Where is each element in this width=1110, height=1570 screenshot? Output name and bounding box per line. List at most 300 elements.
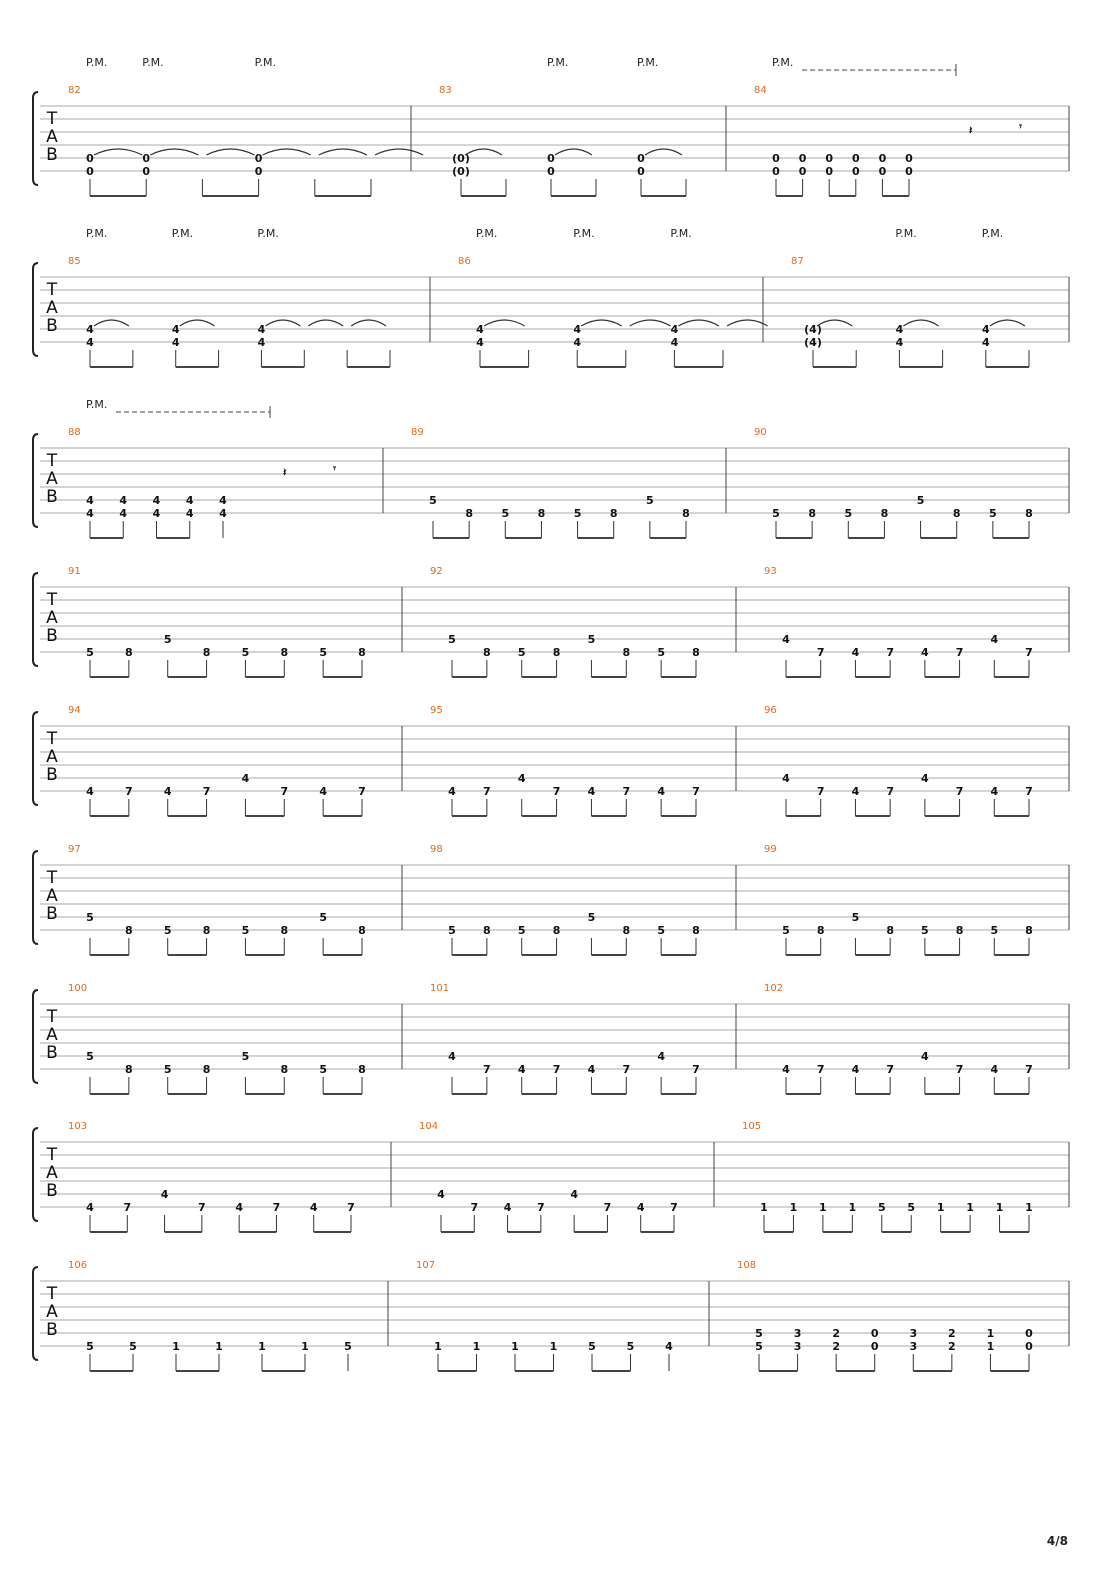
- fret-number: 7: [816, 785, 825, 798]
- fret-number: 7: [280, 785, 289, 798]
- fret-number: 7: [603, 1201, 612, 1214]
- fret-number: 4: [476, 336, 484, 349]
- fret-number: 4: [670, 336, 679, 349]
- fret-number: 4: [981, 336, 990, 349]
- fret-number: 5: [429, 494, 437, 507]
- fret-number: 7: [886, 646, 894, 659]
- fret-number: 4: [309, 1201, 318, 1214]
- fret-number: 7: [202, 785, 211, 798]
- measure-number: 85: [68, 256, 81, 267]
- tie-arc: [206, 149, 254, 155]
- fret-number: 4: [152, 507, 161, 520]
- tab-system: [33, 705, 1069, 816]
- fret-number: 5: [163, 1063, 172, 1076]
- fret-number: 7: [886, 785, 894, 798]
- fret-number: 1: [789, 1201, 798, 1214]
- fret-number: 0: [1025, 1327, 1033, 1340]
- fret-number: 5: [129, 1340, 137, 1353]
- tie-arc: [727, 320, 768, 326]
- measure-number: 104: [419, 1121, 439, 1132]
- tie-arc: [319, 149, 367, 155]
- fret-number: 4: [235, 1201, 243, 1214]
- fret-number: 5: [163, 633, 172, 646]
- fret-number: 7: [272, 1201, 281, 1214]
- fret-number: 1: [986, 1327, 995, 1340]
- palm-mute-label: P.M.: [86, 227, 108, 240]
- palm-mute-label: P.M.: [142, 56, 164, 69]
- fret-number: 4: [257, 323, 266, 336]
- tab-clef-letter: A: [46, 1025, 58, 1045]
- fret-number: 7: [537, 1201, 545, 1214]
- fret-number: 7: [886, 1063, 894, 1076]
- tie-arc: [180, 320, 215, 326]
- fret-number: 7: [670, 1201, 678, 1214]
- fret-number: 5: [772, 507, 780, 520]
- fret-number: 8: [816, 924, 825, 937]
- tab-clef-letter: T: [46, 1284, 58, 1304]
- fret-number: 8: [692, 924, 700, 937]
- fret-number: 5: [344, 1340, 352, 1353]
- measure-number: 98: [430, 844, 443, 855]
- fret-number: 4: [257, 336, 266, 349]
- fret-number: 7: [1025, 785, 1033, 798]
- fret-number: 4: [241, 772, 250, 785]
- fret-number: 7: [123, 1201, 132, 1214]
- tie-arc: [645, 149, 682, 155]
- quarter-rest-glyph: 𝄽: [283, 466, 287, 479]
- fret-number: 8: [358, 1063, 366, 1076]
- fret-number: 4: [119, 507, 128, 520]
- fret-number: 1: [986, 1340, 995, 1353]
- fret-number: 0: [772, 152, 780, 165]
- measure-number: 94: [68, 705, 81, 716]
- fret-number: 8: [880, 507, 889, 520]
- fret-number: 4: [517, 772, 526, 785]
- fret-number: 4: [573, 336, 582, 349]
- tab-clef-letter: T: [46, 451, 58, 471]
- fret-number: 4: [782, 633, 790, 646]
- fret-number: 3: [793, 1327, 802, 1340]
- fret-number: 8: [955, 924, 964, 937]
- fret-number: 5: [921, 924, 929, 937]
- fret-number: 4: [448, 785, 456, 798]
- tab-clef-letter: B: [46, 1320, 58, 1340]
- fret-number: 4: [437, 1188, 445, 1201]
- measure-number: 86: [458, 256, 471, 267]
- fret-number: 4: [573, 323, 582, 336]
- measure-number: 106: [68, 1260, 88, 1271]
- fret-number: 4: [981, 323, 990, 336]
- tie-arc: [581, 320, 622, 326]
- system-bracket: [33, 1267, 38, 1360]
- fret-number: 0: [798, 152, 807, 165]
- fret-number: (0): [452, 165, 470, 178]
- fret-number: 8: [202, 646, 211, 659]
- tab-clef-letter: A: [46, 747, 58, 767]
- tab-clef-letter: B: [46, 904, 58, 924]
- fret-number: (0): [452, 152, 470, 165]
- fret-number: 4: [895, 323, 904, 336]
- palm-mute-label: P.M.: [573, 227, 595, 240]
- fret-number: 4: [665, 1340, 673, 1353]
- fret-number: 4: [851, 646, 860, 659]
- tie-arc: [94, 149, 142, 155]
- fret-number: 8: [552, 924, 561, 937]
- tab-clef-letter: T: [46, 868, 58, 888]
- measure-number: 83: [439, 85, 452, 96]
- fret-number: 5: [782, 924, 790, 937]
- fret-number: 7: [955, 646, 964, 659]
- tab-system: [33, 56, 1069, 196]
- fret-number: 7: [622, 1063, 631, 1076]
- fret-number: 4: [990, 633, 999, 646]
- fret-number: 4: [86, 323, 94, 336]
- tab-clef-letter: T: [46, 109, 58, 129]
- fret-number: 8: [280, 646, 289, 659]
- fret-number: 0: [825, 152, 834, 165]
- palm-mute-label: P.M.: [670, 227, 692, 240]
- palm-mute-label: P.M.: [257, 227, 279, 240]
- tab-clef-letter: T: [46, 729, 58, 749]
- fret-number: 5: [517, 646, 526, 659]
- fret-number: 5: [319, 646, 327, 659]
- system-bracket: [33, 573, 38, 666]
- fret-number: 4: [219, 494, 227, 507]
- tie-arc: [484, 320, 525, 326]
- fret-number: 5: [241, 924, 250, 937]
- fret-number: 8: [1025, 507, 1033, 520]
- fret-number: 7: [483, 1063, 491, 1076]
- fret-number: 4: [171, 323, 180, 336]
- fret-number: (4): [804, 323, 822, 336]
- system-bracket: [33, 92, 38, 185]
- measure-number: 87: [791, 256, 804, 267]
- measure-number: 88: [68, 427, 81, 438]
- fret-number: 1: [258, 1340, 266, 1353]
- fret-number: 2: [948, 1327, 956, 1340]
- fret-number: 3: [909, 1327, 918, 1340]
- fret-number: 4: [782, 772, 790, 785]
- fret-number: 5: [657, 924, 665, 937]
- fret-number: 5: [657, 646, 665, 659]
- fret-number: 8: [622, 646, 631, 659]
- fret-number: 7: [1025, 1063, 1033, 1076]
- measure-number: 91: [68, 566, 81, 577]
- fret-number: 8: [692, 646, 700, 659]
- fret-number: 5: [587, 633, 596, 646]
- fret-number: 5: [587, 911, 596, 924]
- fret-number: 2: [832, 1340, 840, 1353]
- system-bracket: [33, 851, 38, 944]
- tie-arc: [308, 320, 343, 326]
- fret-number: 4: [990, 1063, 999, 1076]
- palm-mute-label: P.M.: [86, 398, 108, 411]
- fret-number: 8: [483, 646, 491, 659]
- palm-mute-label: P.M.: [547, 56, 569, 69]
- fret-number: 4: [185, 507, 194, 520]
- fret-number: 0: [547, 165, 555, 178]
- fret-number: 1: [511, 1340, 519, 1353]
- fret-number: 4: [152, 494, 161, 507]
- fret-number: 1: [1025, 1201, 1033, 1214]
- measure-number: 105: [742, 1121, 762, 1132]
- fret-number: 8: [202, 1063, 211, 1076]
- fret-number: 4: [517, 1063, 526, 1076]
- fret-number: 5: [86, 646, 94, 659]
- fret-number: 4: [990, 785, 999, 798]
- fret-number: 5: [877, 1201, 886, 1214]
- fret-number: 0: [851, 165, 860, 178]
- fret-number: 8: [552, 646, 561, 659]
- fret-number: 0: [772, 165, 780, 178]
- fret-number: 7: [483, 785, 491, 798]
- tab-clef-letter: B: [46, 626, 58, 646]
- tab-clef-letter: A: [46, 886, 58, 906]
- fret-number: 8: [808, 507, 816, 520]
- measure-number: 103: [68, 1121, 88, 1132]
- fret-number: 0: [254, 152, 263, 165]
- fret-number: (4): [804, 336, 822, 349]
- fret-number: 1: [301, 1340, 309, 1353]
- fret-number: 4: [86, 785, 94, 798]
- fret-number: 7: [552, 785, 561, 798]
- fret-number: 4: [657, 1050, 665, 1063]
- tie-arc: [465, 149, 502, 155]
- fret-number: 5: [588, 1340, 596, 1353]
- tab-system: [33, 1121, 1069, 1232]
- fret-number: 8: [1025, 924, 1033, 937]
- palm-mute-label: P.M.: [772, 56, 794, 69]
- fret-number: 2: [948, 1340, 956, 1353]
- fret-number: 4: [636, 1201, 645, 1214]
- measure-number: 108: [737, 1260, 757, 1271]
- fret-number: 0: [547, 152, 555, 165]
- tab-clef-letter: A: [46, 127, 58, 147]
- tab-clef-letter: A: [46, 1163, 58, 1183]
- fret-number: 0: [851, 152, 860, 165]
- fret-number: 8: [125, 1063, 133, 1076]
- tab-clef-letter: A: [46, 608, 58, 628]
- measure-number: 95: [430, 705, 443, 716]
- fret-number: 4: [587, 785, 596, 798]
- fret-number: 1: [549, 1340, 558, 1353]
- fret-number: 7: [692, 785, 700, 798]
- fret-number: 4: [86, 494, 94, 507]
- fret-number: 5: [241, 1050, 250, 1063]
- fret-number: 8: [609, 507, 618, 520]
- fret-number: 7: [198, 1201, 206, 1214]
- measure-number: 102: [764, 983, 784, 994]
- palm-mute-label: P.M.: [171, 227, 194, 240]
- measure-number: 82: [68, 85, 81, 96]
- measure-number: 96: [764, 705, 777, 716]
- tab-system: [33, 983, 1069, 1094]
- fret-number: 4: [895, 336, 904, 349]
- tie-arc: [265, 320, 300, 326]
- tie-arc: [990, 320, 1025, 326]
- fret-number: 5: [517, 924, 526, 937]
- system-bracket: [33, 990, 38, 1083]
- fret-number: 1: [172, 1340, 180, 1353]
- fret-number: 0: [825, 165, 834, 178]
- fret-number: 8: [280, 924, 289, 937]
- fret-number: 3: [793, 1340, 802, 1353]
- palm-mute-label: P.M.: [254, 56, 277, 69]
- fret-number: 8: [125, 646, 133, 659]
- tab-system: [33, 1260, 1069, 1371]
- tab-clef-letter: T: [46, 590, 58, 610]
- tab-system: [33, 566, 1069, 677]
- fret-number: 4: [851, 1063, 860, 1076]
- fret-number: 1: [472, 1340, 481, 1353]
- fret-number: 5: [844, 507, 853, 520]
- measure-number: 101: [430, 983, 450, 994]
- fret-number: 0: [878, 152, 887, 165]
- fret-number: 7: [816, 646, 825, 659]
- fret-number: 0: [878, 165, 887, 178]
- tie-arc: [817, 320, 852, 326]
- fret-number: 8: [465, 507, 473, 520]
- tie-arc: [903, 320, 938, 326]
- fret-number: 7: [955, 1063, 964, 1076]
- palm-mute-label: P.M.: [86, 56, 108, 69]
- fret-number: 5: [989, 507, 997, 520]
- fret-number: 8: [125, 924, 133, 937]
- page-number: 4/8: [1046, 1534, 1068, 1548]
- fret-number: 5: [163, 924, 172, 937]
- measure-number: 84: [754, 85, 767, 96]
- fret-number: 5: [501, 507, 510, 520]
- measure-number: 89: [411, 427, 424, 438]
- measure-number: 97: [68, 844, 81, 855]
- system-bracket: [33, 263, 38, 356]
- measure-number: 107: [416, 1260, 436, 1271]
- fret-number: 7: [470, 1201, 479, 1214]
- fret-number: 7: [1025, 646, 1033, 659]
- tie-arc: [555, 149, 592, 155]
- fret-number: 1: [966, 1201, 974, 1214]
- fret-number: 4: [921, 1050, 929, 1063]
- tab-system: [33, 227, 1069, 367]
- fret-number: 7: [125, 785, 133, 798]
- tie-arc: [263, 149, 311, 155]
- tie-arc: [630, 320, 671, 326]
- fret-number: 4: [319, 785, 327, 798]
- fret-number: 7: [692, 1063, 700, 1076]
- fret-number: 5: [319, 1063, 327, 1076]
- fret-number: 5: [990, 924, 999, 937]
- fret-number: 7: [816, 1063, 825, 1076]
- fret-number: 4: [86, 1201, 94, 1214]
- fret-number: 7: [955, 785, 964, 798]
- quarter-rest-glyph: 𝄽: [969, 124, 973, 137]
- palm-mute-label: P.M.: [637, 56, 659, 69]
- fret-number: 5: [86, 911, 94, 924]
- fret-number: 0: [870, 1340, 879, 1353]
- fret-number: 4: [587, 1063, 596, 1076]
- fret-number: 1: [936, 1201, 945, 1214]
- tab-clef-letter: T: [46, 280, 58, 300]
- tab-clef-letter: B: [46, 316, 58, 336]
- tab-clef-letter: B: [46, 1043, 58, 1063]
- fret-number: 5: [907, 1201, 916, 1214]
- fret-number: 4: [160, 1188, 169, 1201]
- fret-number: 4: [86, 336, 94, 349]
- fret-number: 4: [448, 1050, 456, 1063]
- fret-number: 4: [570, 1188, 578, 1201]
- tab-clef-letter: T: [46, 1007, 58, 1027]
- fret-number: 4: [171, 336, 180, 349]
- fret-number: 0: [905, 152, 913, 165]
- fret-number: 5: [241, 646, 250, 659]
- fret-number: 4: [503, 1201, 512, 1214]
- measure-number: 100: [68, 983, 88, 994]
- fret-number: 7: [358, 785, 366, 798]
- fret-number: 4: [657, 785, 665, 798]
- measure-number: 90: [754, 427, 767, 438]
- palm-mute-label: P.M.: [476, 227, 498, 240]
- fret-number: 8: [537, 507, 546, 520]
- tab-clef-letter: B: [46, 765, 58, 785]
- fret-number: 5: [448, 924, 456, 937]
- measure-number: 93: [764, 566, 777, 577]
- fret-number: 4: [476, 323, 484, 336]
- fret-number: 5: [646, 494, 654, 507]
- fret-number: 8: [952, 507, 961, 520]
- fret-number: 5: [448, 633, 456, 646]
- fret-number: 1: [760, 1201, 768, 1214]
- fret-number: 8: [358, 646, 366, 659]
- fret-number: 4: [921, 772, 929, 785]
- fret-number: 4: [219, 507, 227, 520]
- palm-mute-label: P.M.: [981, 227, 1004, 240]
- fret-number: 5: [319, 911, 327, 924]
- fret-number: 5: [755, 1340, 763, 1353]
- fret-number: 8: [622, 924, 631, 937]
- fret-number: 4: [851, 785, 860, 798]
- fret-number: 8: [358, 924, 366, 937]
- measure-number: 99: [764, 844, 777, 855]
- fret-number: 0: [86, 152, 94, 165]
- fret-number: 8: [886, 924, 894, 937]
- fret-number: 4: [185, 494, 194, 507]
- fret-number: 5: [626, 1340, 635, 1353]
- fret-number: 2: [832, 1327, 840, 1340]
- fret-number: 0: [254, 165, 263, 178]
- fret-number: 4: [670, 323, 679, 336]
- fret-number: 8: [682, 507, 690, 520]
- fret-number: 1: [995, 1201, 1004, 1214]
- palm-mute-label: P.M.: [895, 227, 917, 240]
- tie-arc: [150, 149, 198, 155]
- fret-number: 0: [905, 165, 913, 178]
- tab-clef-letter: A: [46, 298, 58, 318]
- tab-system: [33, 844, 1069, 955]
- fret-number: 8: [483, 924, 491, 937]
- tie-arc: [678, 320, 719, 326]
- fret-number: 1: [819, 1201, 827, 1214]
- tab-clef-letter: B: [46, 145, 58, 165]
- tab-clef-letter: T: [46, 1145, 58, 1165]
- fret-number: 0: [142, 165, 151, 178]
- fret-number: 4: [86, 507, 94, 520]
- fret-number: 0: [86, 165, 94, 178]
- system-bracket: [33, 1128, 38, 1221]
- eighth-rest-glyph: 𝄾: [333, 462, 336, 475]
- tab-clef-letter: B: [46, 487, 58, 507]
- fret-number: 0: [142, 152, 151, 165]
- tie-arc: [351, 320, 386, 326]
